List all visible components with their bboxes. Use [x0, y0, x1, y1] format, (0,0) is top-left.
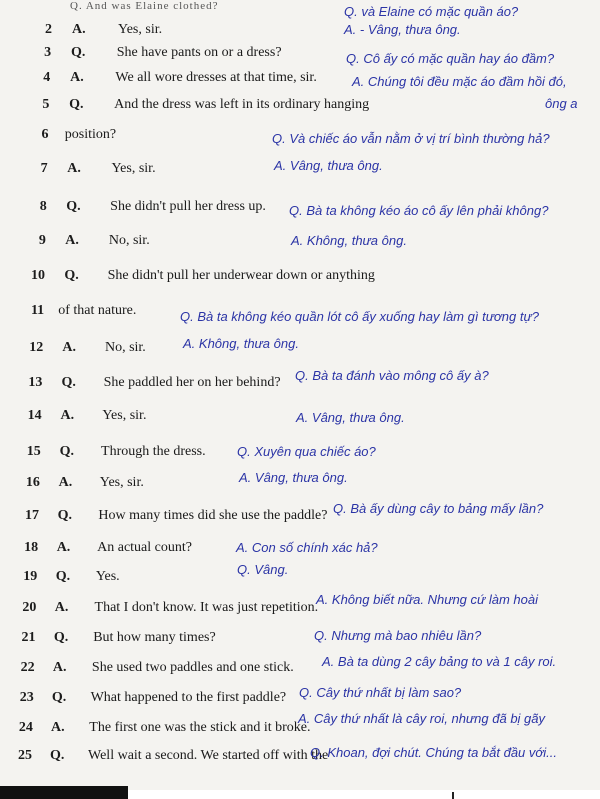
vietnamese-translation: Q. Bà ta không kéo áo cô ấy lên phải không? [289, 203, 549, 218]
english-text: The first one was the stick and it broke. [89, 720, 311, 735]
vietnamese-translation: A. Vâng, thưa ông. [296, 410, 405, 425]
speaker-marker: A. [70, 70, 84, 85]
english-text: Yes. [95, 569, 120, 584]
vietnamese-translation: Q. Nhưng mà bao nhiêu lần? [314, 628, 482, 643]
vietnamese-translation: Q. Xuyên qua chiếc áo? [237, 444, 376, 459]
transcript-line [0, 22, 600, 42]
transcript-line [0, 340, 600, 360]
english-text: We all wore dresses at that time, sir. [115, 70, 317, 85]
english-text: Through the dress. [101, 444, 206, 459]
vietnamese-translation: Q. Bà ta không kéo quần lót cô ấy xuống hay làm gì tương tự? [180, 309, 539, 324]
transcript-line [0, 569, 600, 589]
speaker-marker: A. [58, 475, 73, 490]
line-number: 22 [20, 660, 35, 675]
english-text: Yes, sir. [118, 22, 163, 37]
vietnamese-translation: Q. Khoan, đợi chút. Chúng ta bắt đầu với... [310, 745, 557, 760]
english-text: She paddled her on her behind? [103, 375, 281, 390]
line-number: 16 [25, 475, 40, 490]
line-number: 10 [31, 268, 46, 283]
vietnamese-translation: Q. Cô ấy có mặc quần hay áo đầm? [346, 51, 555, 66]
line-number: 3 [44, 45, 52, 60]
line-number: 7 [40, 161, 48, 176]
speaker-marker: Q. [59, 444, 74, 459]
speaker-marker: A. [50, 720, 65, 735]
line-number: 25 [18, 748, 32, 763]
vietnamese-translation: Q. Vâng. [237, 562, 289, 577]
line-number: 9 [38, 233, 46, 248]
english-text: Yes, sir. [111, 161, 156, 176]
english-text: No, sir. [108, 233, 150, 248]
vietnamese-translation: A. Không, thưa ông. [183, 336, 299, 351]
english-text: of that nature. [58, 303, 137, 318]
speaker-marker: Q. [50, 748, 65, 763]
speaker-marker: A. [52, 660, 67, 675]
speaker-marker: Q. [71, 45, 86, 60]
redaction-bar [0, 786, 128, 799]
vietnamese-translation: A. Vâng, thưa ông. [274, 158, 383, 173]
speaker-marker: A. [56, 540, 71, 555]
vietnamese-translation: A. Cây thứ nhất là cây roi, nhưng đã bị gãy [298, 711, 546, 726]
line-number: 18 [24, 540, 39, 555]
line-number: 23 [19, 690, 34, 705]
speaker-marker: Q. [55, 569, 71, 584]
vietnamese-translation: Q. Bà ta đánh vào mông cô ấy à? [295, 368, 489, 383]
vietnamese-translation: A. Vâng, thưa ông. [239, 470, 348, 485]
speaker-marker: A. [65, 233, 79, 248]
line-number: 6 [41, 127, 49, 142]
vietnamese-translation: Q. và Elaine có mặc quần áo? [344, 4, 519, 19]
speaker-marker: Q. [57, 508, 73, 523]
english-text: She have pants on or a dress? [116, 45, 282, 60]
line-number: 5 [42, 97, 50, 112]
line-number: 14 [27, 408, 42, 423]
english-text: What happened to the first paddle? [90, 690, 287, 705]
english-text: But how many times? [93, 630, 216, 645]
speaker-marker: Q. [64, 268, 79, 283]
vietnamese-translation: A. Con số chính xác hả? [236, 540, 378, 555]
vietnamese-translation: A. Không, thưa ông. [291, 233, 407, 248]
speaker-marker: Q. [53, 630, 69, 645]
top-line-cut-off: Q. And was Elaine clothed? [70, 0, 219, 12]
line-number: 11 [30, 303, 45, 318]
line-number: 8 [39, 199, 47, 214]
margin-mark [452, 792, 454, 799]
line-number: 12 [29, 340, 44, 355]
line-number: 19 [23, 569, 38, 584]
vietnamese-translation: ông a [545, 96, 578, 111]
vietnamese-translation: Q. Cây thứ nhất bị làm sao? [299, 685, 462, 700]
vietnamese-translation: A. Chúng tôi đều mặc áo đầm hồi đó, [352, 74, 567, 89]
transcript-line [0, 97, 600, 117]
english-text: That I don't know. It was just repetition. [94, 600, 319, 615]
english-text: Yes, sir. [102, 408, 147, 423]
speaker-marker: A. [60, 408, 75, 423]
english-text: An actual count? [97, 540, 192, 555]
english-text: She used two paddles and one stick. [91, 660, 294, 675]
english-text: She didn't pull her dress up. [110, 199, 266, 214]
line-number: 24 [18, 720, 33, 735]
vietnamese-translation: Q. Bà ấy dùng cây to bảng mấy lần? [333, 501, 544, 516]
vietnamese-translation: Q. Và chiếc áo vẫn nằm ở vị trí bình thường hả? [272, 131, 550, 146]
vietnamese-translation: A. - Vâng, thưa ông. [344, 22, 461, 37]
line-number: 21 [21, 630, 36, 645]
line-number: 15 [26, 444, 41, 459]
speaker-marker: Q. [51, 690, 67, 705]
speaker-marker: A. [62, 340, 77, 355]
english-text: And the dress was left in its ordinary hanging [114, 97, 370, 112]
speaker-marker: A. [67, 161, 81, 176]
english-text: Yes, sir. [99, 475, 144, 490]
english-text: Well wait a second. We started off with the [88, 748, 329, 763]
english-text: How many times did she use the paddle? [98, 508, 328, 523]
line-number: 17 [24, 508, 39, 523]
line-number: 2 [45, 22, 52, 37]
speaker-marker: A. [72, 22, 86, 37]
vietnamese-translation: A. Không biết nữa. Nhưng cứ làm hoài [316, 592, 539, 607]
transcript-line [0, 268, 600, 288]
speaker-marker: Q. [61, 375, 76, 390]
speaker-marker: A. [54, 600, 69, 615]
english-text: position? [64, 127, 117, 142]
speaker-marker: Q. [66, 199, 81, 214]
speaker-marker: Q. [69, 97, 84, 112]
line-number: 13 [28, 375, 43, 390]
transcript-line [0, 630, 600, 650]
line-number: 4 [43, 70, 51, 85]
vietnamese-translation: A. Bà ta dùng 2 cây bảng to và 1 cây roi. [322, 654, 557, 669]
english-text: No, sir. [104, 340, 146, 355]
line-number: 20 [22, 600, 37, 615]
english-text: She didn't pull her underwear down or anything [107, 268, 375, 283]
